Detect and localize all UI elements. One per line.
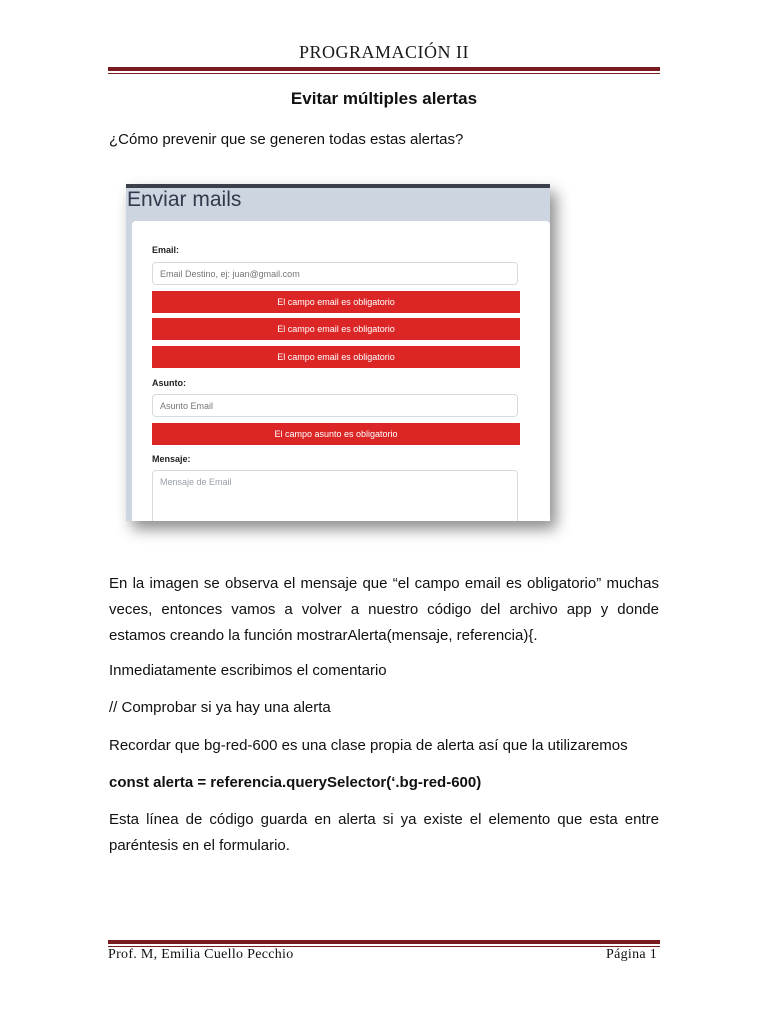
code-line: const alerta = referencia.querySelector(‘.bg-red-600) <box>109 774 482 791</box>
code-comment: // Comprobar si ya hay una alerta <box>109 699 331 716</box>
footer-rule <box>108 940 660 947</box>
figure-title: Enviar mails <box>127 188 242 211</box>
screenshot-figure <box>126 184 550 521</box>
question-text: ¿Cómo prevenir que se generen todas estas alertas? <box>109 131 464 148</box>
email-alert: El campo email es obligatorio <box>152 291 520 313</box>
email-input[interactable] <box>152 262 518 285</box>
subject-input[interactable] <box>152 394 518 417</box>
paragraph-4: Esta línea de código guarda en alerta si ya existe el elemento que esta entre paréntesis en el formulario. <box>109 811 659 854</box>
subject-label: Asunto: <box>152 378 186 388</box>
footer-author: Prof. M, Emilia Cuello Pecchio <box>108 947 294 962</box>
paragraph-1: En la imagen se observa el mensaje que “el campo email es obligatorio” muchas veces, entonces vamos a volver a nuestro código del archivo app y donde estamos creando la función mostrarAlerta(mensaje, referencia){. <box>109 575 659 644</box>
message-textarea[interactable]: Mensaje de Email <box>152 470 518 521</box>
paragraph-2: Inmediatamente escribimos el comentario <box>109 662 387 679</box>
message-label: Mensaje: <box>152 454 191 464</box>
form-card <box>132 221 550 521</box>
document-title: Evitar múltiples alertas <box>290 89 478 108</box>
email-label: Email: <box>152 245 180 255</box>
email-alert: El campo email es obligatorio <box>152 318 520 340</box>
page-header-title: PROGRAMACIÓN II <box>298 42 469 62</box>
email-alert: El campo email es obligatorio <box>152 346 520 368</box>
subject-alert: El campo asunto es obligatorio <box>152 423 520 445</box>
paragraph-3: Recordar que bg-red-600 es una clase propia de alerta así que la utilizaremos <box>109 737 628 754</box>
header-rule <box>108 67 660 74</box>
footer-page-number: Página 1 <box>605 947 657 962</box>
